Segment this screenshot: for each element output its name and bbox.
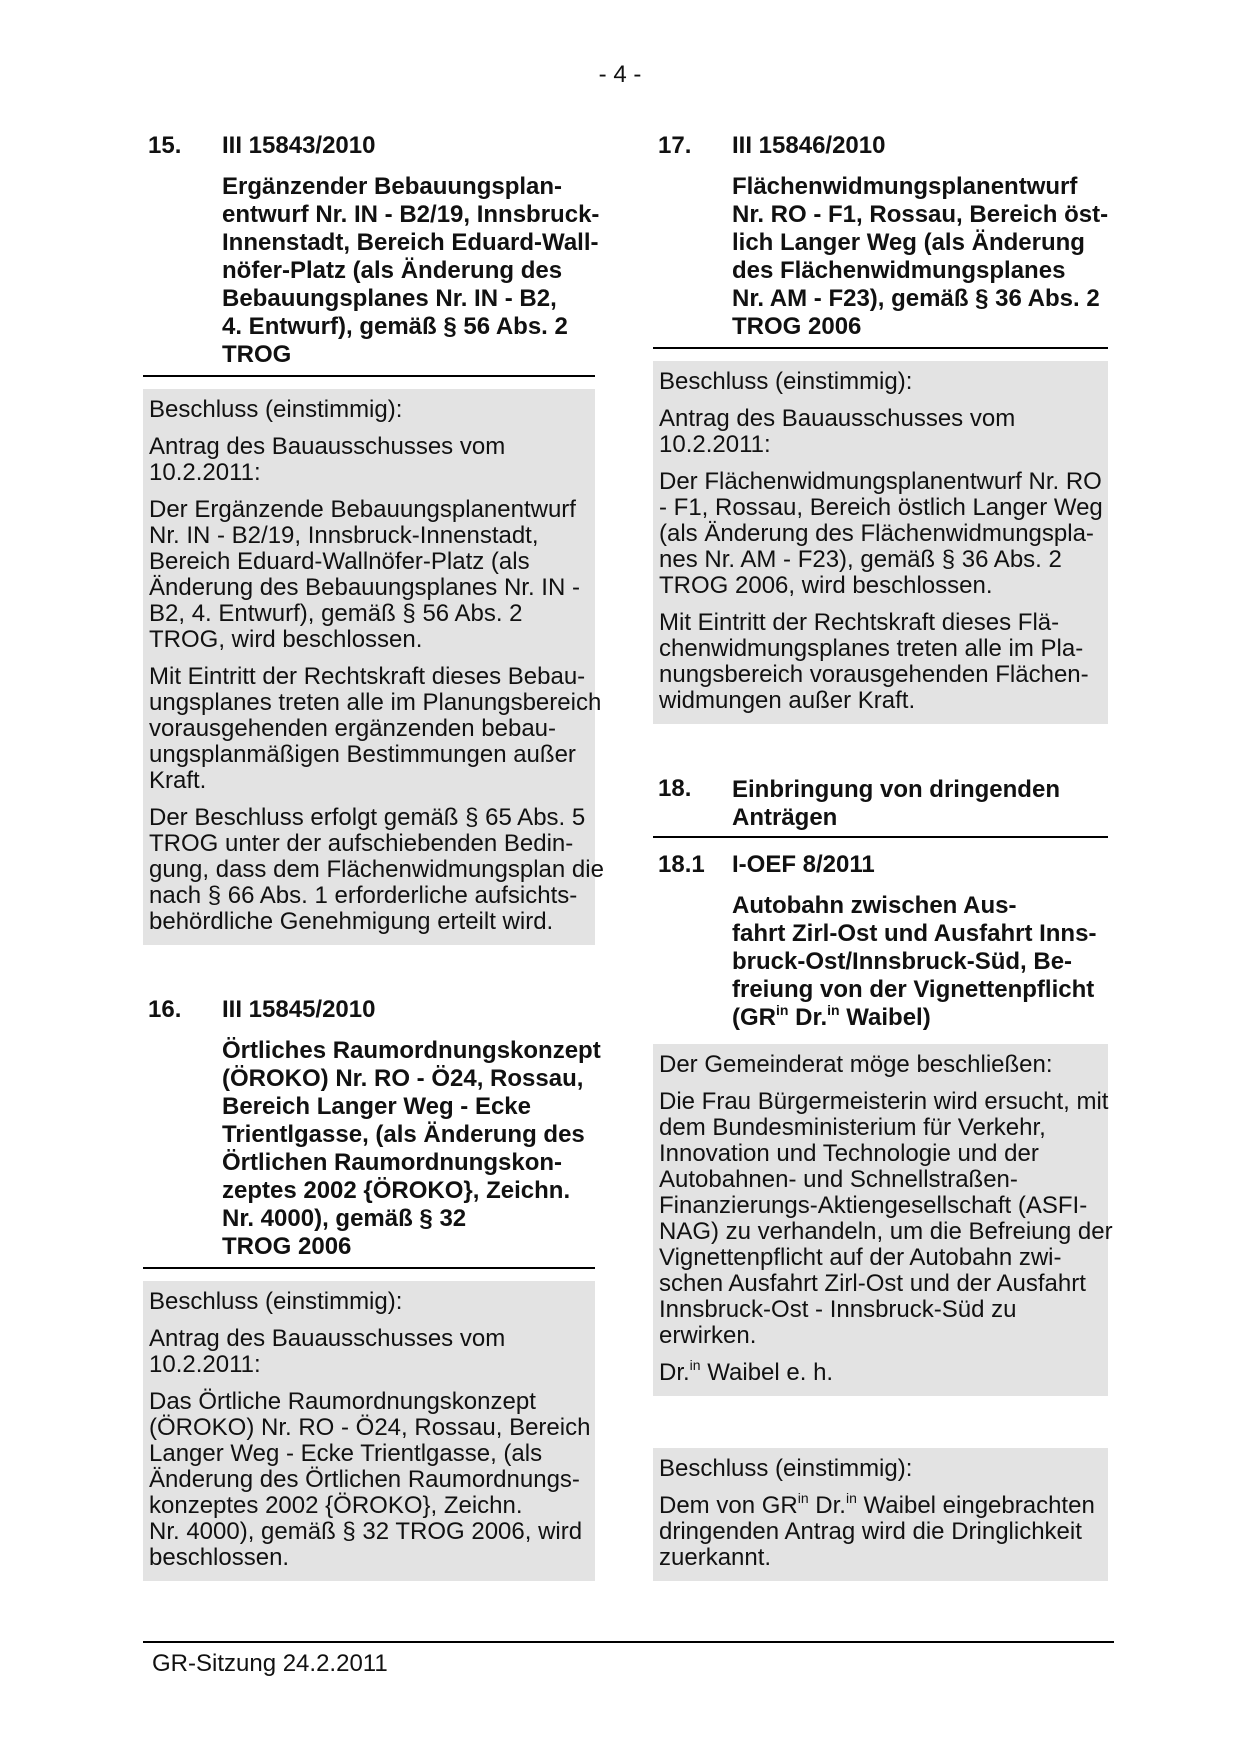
agenda-item-16 (143, 996, 601, 1581)
heading-underline (653, 836, 1108, 838)
text-line: Änderung des Bebauungsplanes Nr. IN - (149, 574, 580, 601)
item-18-1-heading (653, 852, 1108, 878)
text-segment: Dr. (788, 1004, 828, 1031)
text-line: (ÖROKO) Nr. RO - Ö24, Rossau, (222, 1065, 584, 1092)
text-line: behördliche Genehmigung erteilt wird. (149, 908, 554, 935)
text-line: TROG 2006 (732, 313, 862, 340)
signature-line (659, 1357, 1102, 1386)
text-line: Innenstadt, Bereich Eduard-Wall- (222, 229, 599, 256)
text-line: dringenden Antrag wird die Dringlichkeit (659, 1518, 1082, 1545)
text-line: Die Frau Bürgermeisterin wird ersucht, mit (659, 1088, 1109, 1115)
text-line: konzeptes 2002 {ÖROKO}, Zeichn. (149, 1492, 523, 1519)
title-signature-line (732, 1004, 1108, 1032)
agenda-item-18-1 (653, 851, 1113, 1581)
item-number: 16. (148, 996, 182, 1023)
text-line: Innsbruck-Ost - Innsbruck-Süd zu (659, 1296, 1017, 1323)
text-line: TROG 2006 (222, 1233, 352, 1260)
title-underline (143, 1267, 595, 1269)
decision-heading: Beschluss (einstimmig): (149, 396, 403, 423)
text-segment: Waibel e. h. (700, 1359, 834, 1386)
text-line: beschlossen. (149, 1544, 290, 1571)
text-segment: Dr. (659, 1359, 690, 1386)
text-line: Der Ergänzende Bebauungsplanentwurf (149, 496, 576, 523)
text-line: Vignettenpflicht auf der Autobahn zwi- (659, 1244, 1062, 1271)
text-line: 4. Entwurf), gemäß § 56 Abs. 2 (222, 313, 568, 340)
text-line: Ergänzender Bebauungsplan- (222, 173, 563, 200)
agenda-item-17 (653, 133, 1108, 724)
text-line: Der Beschluss erfolgt gemäß § 65 Abs. 5 (149, 804, 586, 831)
text-line: nach § 66 Abs. 1 erforderliche aufsichts- (149, 882, 578, 909)
text-segment: (GR (732, 1004, 776, 1031)
text-line: gung, dass dem Flächenwidmungsplan die (149, 856, 604, 883)
item-title (732, 173, 1108, 341)
text-line: Mit Eintritt der Rechtskraft dieses Bebau- (149, 663, 586, 690)
text-line: TROG 2006, wird beschlossen. (659, 572, 993, 599)
decision-box (653, 361, 1108, 724)
text-line: Bereich Eduard-Wallnöfer-Platz (als (149, 548, 530, 575)
motion-heading: Der Gemeinderat möge beschließen: (659, 1051, 1053, 1078)
agenda-item-15 (143, 132, 604, 945)
text-line: (ÖROKO) Nr. RO - Ö24, Rossau, Bereich (149, 1414, 591, 1441)
text-line: Änderung des Örtlichen Raumordnungs- (149, 1466, 580, 1493)
text-line: TROG, wird beschlossen. (149, 626, 423, 653)
item-15-heading (143, 133, 595, 159)
title-underline (653, 347, 1108, 349)
text-line: Nr. AM - F23), gemäß § 36 Abs. 2 (732, 285, 1100, 312)
text-line: TROG unter der aufschiebenden Bedin- (149, 830, 574, 857)
text-line: dem Bundesministerium für Verkehr, (659, 1114, 1046, 1141)
item-number: 18.1 (658, 851, 705, 878)
text-line: Autobahnen- und Schnellstraßen- (659, 1166, 1018, 1193)
text-line: zuerkannt. (659, 1544, 772, 1571)
text-line: Langer Weg - Ecke Trientlgasse, (als (149, 1440, 543, 1467)
left-column (143, 132, 604, 1581)
text-line: Innovation und Technologie und der (659, 1140, 1039, 1167)
item-reference: III 15845/2010 (222, 996, 376, 1023)
text-line: ungsplanmäßigen Bestimmungen außer (149, 741, 576, 768)
text-lines (659, 1519, 1102, 1571)
decision-box (143, 389, 604, 945)
text-line: lich Langer Weg (als Änderung (732, 229, 1085, 256)
text-line: Antrag des Bauausschusses vom (659, 405, 1016, 432)
text-line (659, 1490, 1102, 1519)
item-number: 18. (658, 775, 692, 802)
text-segment: Waibel) (839, 1004, 931, 1031)
text-line: Bebauungsplanes Nr. IN - B2, (222, 285, 557, 312)
paragraph (149, 663, 602, 794)
motion-box (653, 1044, 1113, 1396)
title-lines (732, 892, 1108, 1004)
text-line: 10.2.2011: (659, 431, 771, 458)
paragraph (149, 804, 604, 935)
decision-heading: Beschluss (einstimmig): (149, 1288, 403, 1315)
decision-box (143, 1281, 595, 1581)
paragraph (659, 1088, 1113, 1349)
text-line: erwirken. (659, 1322, 757, 1349)
text-line: des Flächenwidmungsplanes (732, 257, 1066, 284)
text-line: Nr. IN - B2/19, Innsbruck-Innenstadt, (149, 522, 539, 549)
text-line: nes Nr. AM - F23), gemäß § 36 Abs. 2 (659, 546, 1062, 573)
text-segment: Waibel eingebrachten (856, 1492, 1095, 1519)
paragraph (659, 469, 1102, 599)
paragraph (149, 1326, 589, 1378)
text-line: fahrt Zirl-Ost und Ausfahrt Inns- (732, 920, 1097, 947)
text-line: chenwidmungsplanes treten alle im Pla- (659, 635, 1084, 662)
item-18-heading (653, 776, 1108, 832)
text-line: Einbringung von dringenden (732, 776, 1060, 803)
text-line: Kraft. (149, 767, 207, 794)
paragraph (149, 1389, 589, 1571)
page-footer (143, 1641, 1114, 1677)
text-line: 10.2.2011: (149, 459, 261, 486)
text-line: 10.2.2011: (149, 1351, 261, 1378)
item-title (222, 1037, 601, 1261)
text-line: Mit Eintritt der Rechtskraft dieses Flä- (659, 609, 1060, 636)
text-line: Nr. RO - F1, Rossau, Bereich öst- (732, 201, 1109, 228)
text-line: Nr. 4000), gemäß § 32 TROG 2006, wird (149, 1518, 583, 1545)
decision-box (653, 1448, 1108, 1581)
superscript-in: in (689, 1357, 701, 1373)
paragraph (149, 434, 589, 486)
text-line: nungsbereich vorausgehenden Flächen- (659, 661, 1089, 688)
text-line: entwurf Nr. IN - B2/19, Innsbruck- (222, 201, 600, 228)
text-segment: Dr. (808, 1492, 846, 1519)
text-line: schen Ausfahrt Zirl-Ost und der Ausfahrt (659, 1270, 1086, 1297)
text-line: (als Änderung des Flächenwidmungspla- (659, 520, 1094, 547)
text-line: - F1, Rossau, Bereich östlich Langer Weg (659, 494, 1103, 521)
paragraph (659, 1490, 1102, 1571)
text-line: nöfer-Platz (als Änderung des (222, 257, 563, 284)
text-line: Das Örtliche Raumordnungskonzept (149, 1388, 536, 1415)
text-line: NAG) zu verhandeln, um die Befreiung der (659, 1218, 1113, 1245)
text-line: widmungen außer Kraft. (659, 687, 916, 714)
text-line: Örtliches Raumordnungskonzept (222, 1037, 601, 1064)
superscript-in: in (845, 1490, 857, 1506)
superscript-in: in (797, 1490, 809, 1506)
item-reference: III 15843/2010 (222, 132, 376, 159)
text-segment: Dem von GR (659, 1492, 798, 1519)
superscript-in: in (776, 1002, 789, 1018)
title-underline (143, 375, 595, 377)
text-line: bruck-Ost/Innsbruck-Süd, Be- (732, 948, 1073, 975)
text-line: B2, 4. Entwurf), gemäß § 56 Abs. 2 (149, 600, 523, 627)
text-line: Örtlichen Raumordnungskon- (222, 1149, 563, 1176)
item-number: 15. (148, 132, 182, 159)
superscript-in: in (827, 1002, 840, 1018)
item-reference: III 15846/2010 (732, 132, 886, 159)
item-number: 17. (658, 132, 692, 159)
text-line: Antrag des Bauausschusses vom (149, 1325, 506, 1352)
paragraph (659, 406, 1102, 458)
item-heading-text (732, 776, 1108, 832)
right-column (653, 132, 1113, 1581)
text-line: Nr. 4000), gemäß § 32 (222, 1205, 467, 1232)
footer-text: GR-Sitzung 24.2.2011 (152, 1650, 388, 1677)
item-title (222, 173, 600, 369)
agenda-item-18 (653, 776, 1108, 838)
item-16-heading (143, 997, 595, 1023)
text-line: Trientlgasse, (als Änderung des (222, 1121, 585, 1148)
text-line: zeptes 2002 {ÖROKO}, Zeichn. (222, 1177, 571, 1204)
text-line: Flächenwidmungsplanentwurf (732, 173, 1078, 200)
text-line: TROG (222, 341, 292, 368)
decision-heading: Beschluss (einstimmig): (659, 1455, 913, 1482)
paragraph (149, 497, 589, 653)
text-line: Anträgen (732, 804, 838, 831)
text-line: Autobahn zwischen Aus- (732, 892, 1017, 919)
text-line: Finanzierungs-Aktiengesellschaft (ASFI- (659, 1192, 1088, 1219)
text-line: ungsplanes treten alle im Planungsbereich (149, 689, 602, 716)
text-line: Der Flächenwidmungsplanentwurf Nr. RO (659, 468, 1102, 495)
text-line: Antrag des Bauausschusses vom (149, 433, 506, 460)
paragraph (659, 610, 1102, 714)
text-line: freiung von der Vignettenpflicht (732, 976, 1095, 1003)
page-number: - 4 - (598, 61, 642, 88)
item-17-heading (653, 133, 1108, 159)
item-title (732, 892, 1108, 1032)
item-reference: I-OEF 8/2011 (732, 851, 875, 878)
text-line: vorausgehenden ergänzenden bebau- (149, 715, 557, 742)
text-line: Bereich Langer Weg - Ecke (222, 1093, 531, 1120)
decision-heading: Beschluss (einstimmig): (659, 368, 913, 395)
